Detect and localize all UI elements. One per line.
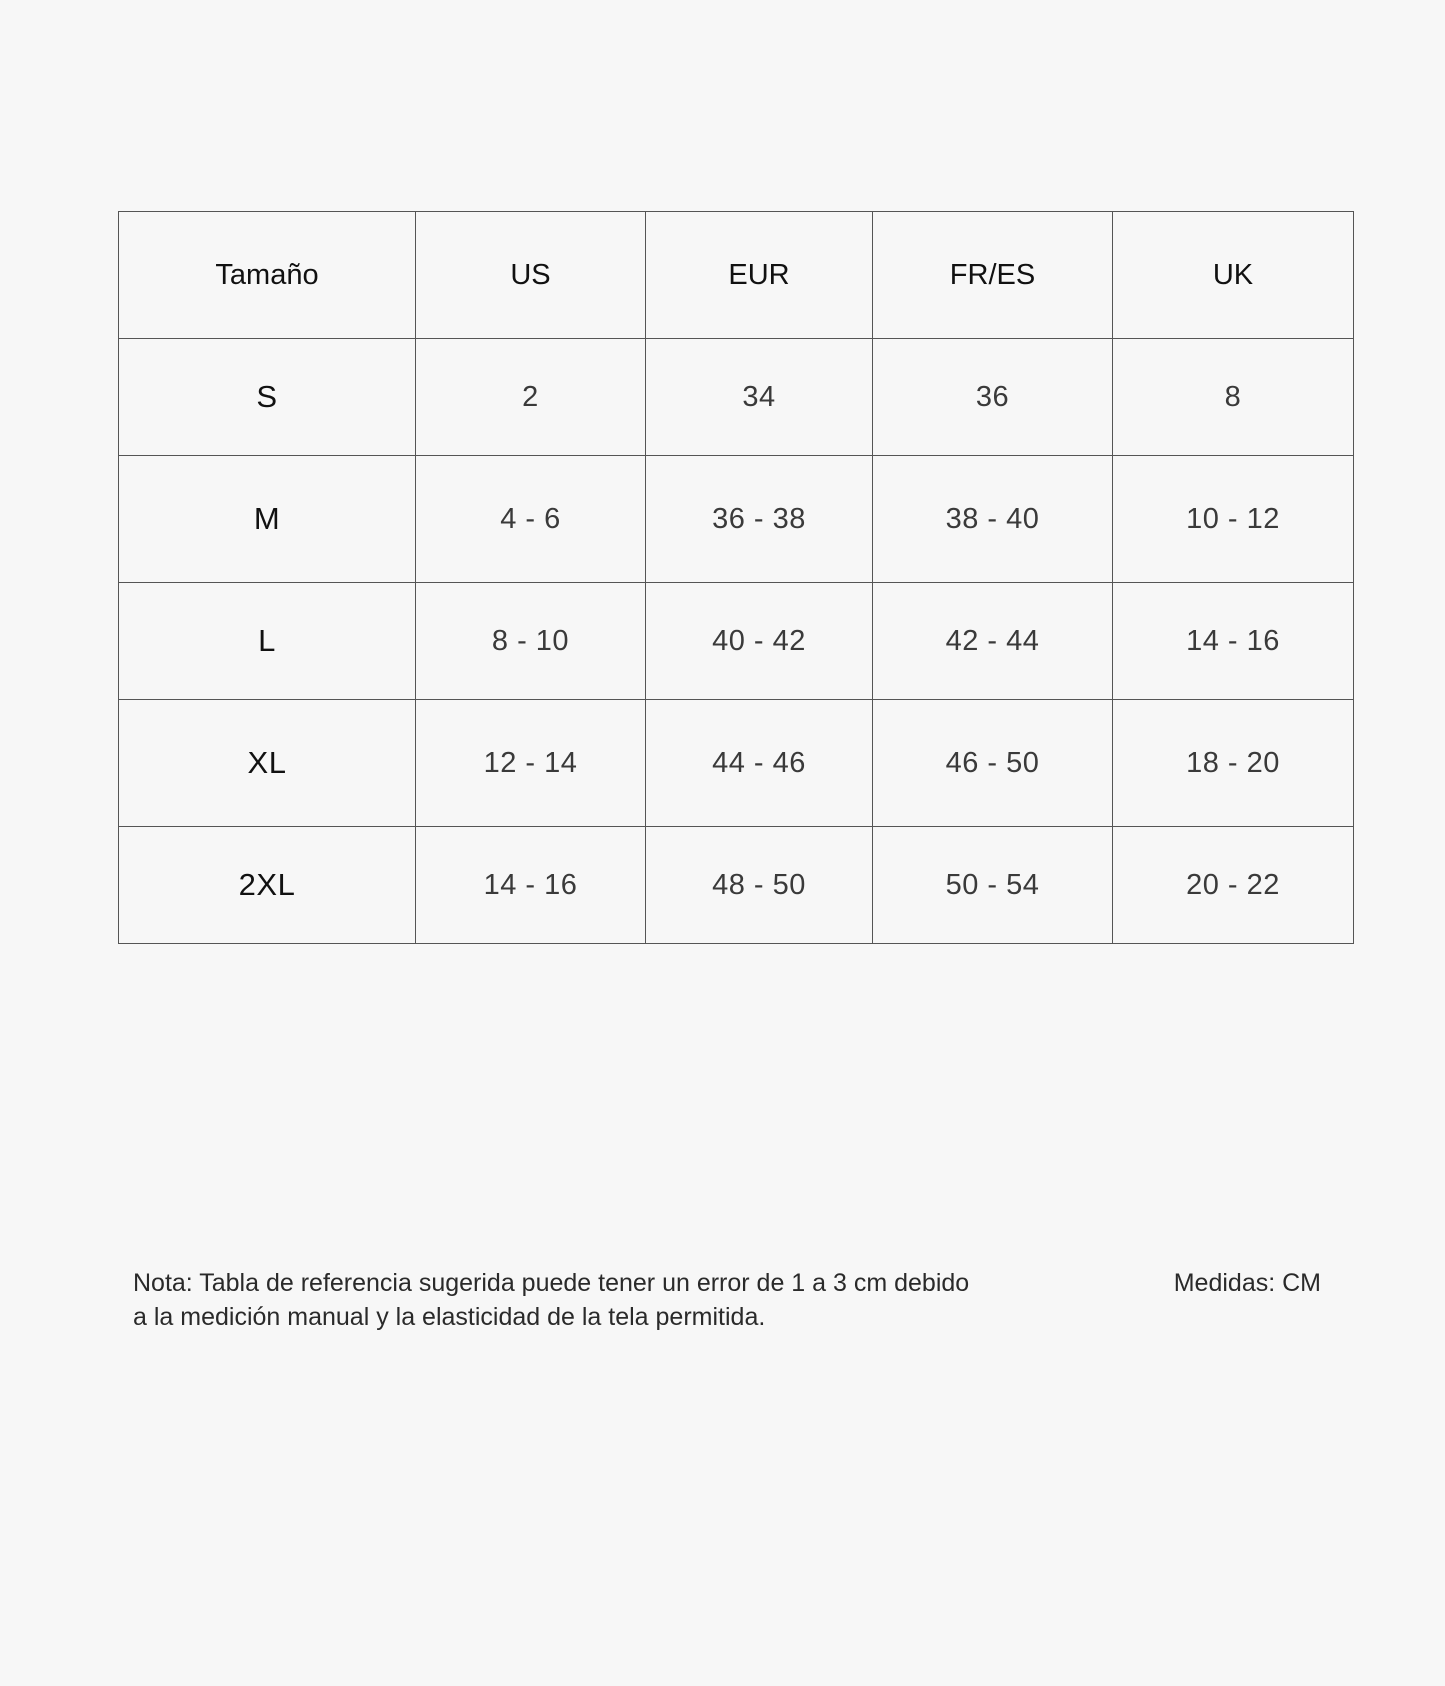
us-cell: 14 - 16 xyxy=(416,827,646,944)
size-cell: XL xyxy=(119,700,416,827)
uk-cell: 18 - 20 xyxy=(1113,700,1354,827)
us-cell: 8 - 10 xyxy=(416,583,646,700)
table-header-row xyxy=(119,212,1354,339)
size-cell: 2XL xyxy=(119,827,416,944)
table-row xyxy=(119,339,1354,456)
size-cell: S xyxy=(119,339,416,456)
fres-cell: 38 - 40 xyxy=(873,456,1113,583)
note-line-2: a la medición manual y la elasticidad de la tela permitida. xyxy=(133,1303,766,1331)
eur-cell: 36 - 38 xyxy=(646,456,873,583)
header-eur: EUR xyxy=(646,212,873,339)
size-chart-table xyxy=(118,211,1354,944)
header-uk: UK xyxy=(1113,212,1354,339)
table-row xyxy=(119,827,1354,944)
header-us: US xyxy=(416,212,646,339)
eur-cell: 44 - 46 xyxy=(646,700,873,827)
size-cell: L xyxy=(119,583,416,700)
uk-cell: 14 - 16 xyxy=(1113,583,1354,700)
eur-cell: 34 xyxy=(646,339,873,456)
units-label: Medidas: CM xyxy=(1173,1269,1321,1297)
us-cell: 2 xyxy=(416,339,646,456)
header-size: Tamaño xyxy=(119,212,416,339)
table-row xyxy=(119,700,1354,827)
uk-cell: 8 xyxy=(1113,339,1354,456)
table-row xyxy=(119,456,1354,583)
header-fres: FR/ES xyxy=(873,212,1113,339)
size-cell: M xyxy=(119,456,416,583)
reference-note xyxy=(133,1266,1033,1334)
eur-cell: 48 - 50 xyxy=(646,827,873,944)
us-cell: 4 - 6 xyxy=(416,456,646,583)
fres-cell: 36 xyxy=(873,339,1113,456)
table-row xyxy=(119,583,1354,700)
fres-cell: 46 - 50 xyxy=(873,700,1113,827)
us-cell: 12 - 14 xyxy=(416,700,646,827)
uk-cell: 20 - 22 xyxy=(1113,827,1354,944)
fres-cell: 42 - 44 xyxy=(873,583,1113,700)
eur-cell: 40 - 42 xyxy=(646,583,873,700)
note-line-1: Nota: Tabla de referencia sugerida puede tener un error de 1 a 3 cm debido xyxy=(133,1269,970,1297)
fres-cell: 50 - 54 xyxy=(873,827,1113,944)
uk-cell: 10 - 12 xyxy=(1113,456,1354,583)
